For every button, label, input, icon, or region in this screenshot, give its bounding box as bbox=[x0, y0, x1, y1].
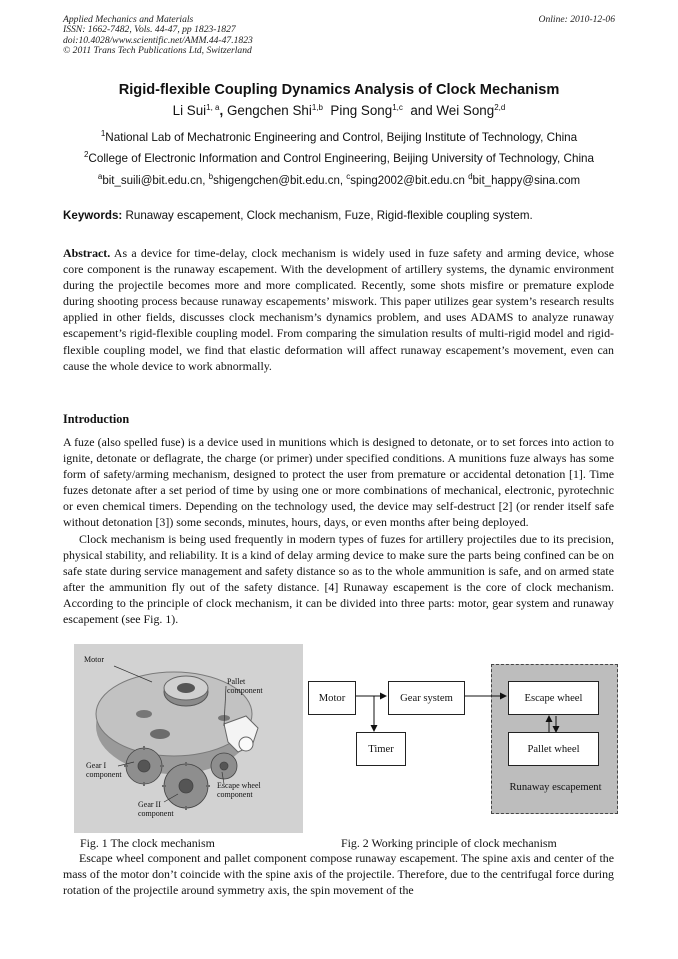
runaway-label: Runaway escapement bbox=[509, 782, 602, 793]
screw-hole bbox=[136, 710, 152, 718]
mechanism-illustration bbox=[74, 644, 303, 833]
affiliation-sup: 1 bbox=[100, 129, 106, 138]
timer-block: Timer bbox=[356, 732, 406, 766]
author-name: Gengchen Shi bbox=[226, 103, 312, 118]
figure2-caption: Fig. 2 Working principle of clock mechanism bbox=[341, 836, 557, 850]
journal-header bbox=[63, 15, 253, 57]
clock-mechanism-figure bbox=[74, 644, 303, 833]
paragraph: Clock mechanism is being used frequently in modern types of fuzes for artillery projectiles due to its precision, physical stability, and reliability. It is a kind of delay arming device to make sure the parts being confined can be on safe state during service management and safety distance so as to the whole ammunition is safe, and on armed state after the ammunition fly out of the safety distance. [4] Runaway escapement is the core of clock mechanism. According to the principle of clock mechanism, it can be divided into three parts: motor, gear system and runaway escapement (see Fig. 1). bbox=[63, 531, 614, 627]
email-link[interactable]: shigengchen@bit.edu.cn, bbox=[213, 175, 347, 187]
motor-block: Motor bbox=[308, 681, 356, 715]
author-name: Wei Song bbox=[436, 103, 495, 118]
paper-title: Rigid-flexible Coupling Dynamics Analysis of Clock Mechanism bbox=[118, 82, 560, 98]
copyright-line: © 2011 Trans Tech Publications Ltd, Switzerland bbox=[63, 45, 252, 57]
affiliation-text: College of Electronic Information and Control Engineering, Beijing University of Technology, China bbox=[88, 152, 595, 165]
gear-hub bbox=[138, 760, 150, 772]
working-principle-diagram bbox=[308, 664, 618, 814]
abstract-text: As a device for time-delay, clock mechanism is widely used in fuze safety and arming device, whose core component is the runaway escapement. With the development of artillery systems, the dynamic environment during the projectile becomes more and more complicated. Recently, some shots misfire or premature explode during shooting process because runaway escapements’ miswork. This paper utilizes gear system’s research results applied in other fields, discusses clock mechanism’s dynamics problem, and uses ADAMS to analyze runaway escapement’s rigid-flexible coupling model. From comparing the simulation results of multi-rigid model and rigid-flexible coupling model, we find that elastic deformation will affect runaway escapement’s movement, even can cause the whole device to work abnormally. bbox=[63, 246, 614, 373]
section-heading: Introduction bbox=[63, 412, 130, 426]
online-date: Online: 2010-12-06 bbox=[538, 14, 615, 25]
gear-hub bbox=[179, 779, 193, 793]
affiliation-2 bbox=[0, 152, 678, 165]
pallet-pivot bbox=[239, 737, 253, 751]
pallet-wheel-block: Pallet wheel bbox=[508, 732, 599, 766]
email-sup: b bbox=[208, 172, 214, 181]
label-motor: Motor bbox=[84, 655, 104, 664]
author-sup: 1, a bbox=[206, 103, 220, 112]
author-name: Ping Song bbox=[330, 103, 393, 118]
label-gear-two: Gear II component bbox=[138, 800, 174, 818]
label-escape: Escape wheel component bbox=[217, 781, 261, 799]
journal-name: Applied Mechanics and Materials bbox=[63, 14, 194, 25]
author-sup: 2,d bbox=[494, 103, 506, 112]
affiliation-1 bbox=[0, 131, 678, 144]
abstract bbox=[63, 245, 614, 374]
email-sup: a bbox=[97, 172, 103, 181]
author-list bbox=[0, 103, 678, 118]
author-name: Li Sui bbox=[172, 103, 207, 118]
email-list bbox=[0, 172, 678, 187]
gear-system-block: Gear system bbox=[388, 681, 465, 715]
screw-hole bbox=[150, 729, 170, 739]
closing-paragraph bbox=[63, 850, 614, 898]
keywords bbox=[63, 209, 533, 222]
affiliation-sup: 2 bbox=[83, 150, 89, 159]
introduction-body bbox=[63, 434, 614, 627]
email-sup: d bbox=[468, 172, 473, 181]
gear-hub bbox=[220, 762, 228, 770]
author-sep: , bbox=[219, 103, 227, 118]
label-pallet: Pallet component bbox=[227, 677, 263, 695]
keywords-text: Runaway escapement, Clock mechanism, Fuze, Rigid-flexible coupling system. bbox=[122, 209, 533, 222]
author-sup: 1,c bbox=[392, 103, 403, 112]
author-sep: and bbox=[402, 103, 437, 118]
keywords-label: Keywords: bbox=[63, 209, 123, 222]
paragraph: A fuze (also spelled fuse) is a device used in munitions which is designed to detonate, or to set forces into action to ignite, detonate or deflagrate, the charge (or primer) under specified conditions. A munitions fuze always has some form of safety/arming mechanism, designed to protect the user from premature or accidental detonation [1]. Time fuzes detonate after a set period of time by using one or more combinations of mechanical, electronic, pyrotechnic or even chemical timers. Depending on the technology used, the device may self-destruct [2] (or render itself safe without detonation [3]) some seconds, minutes, hours, days, or even months after being deployed. bbox=[63, 435, 614, 530]
email-link[interactable]: bit_happy@sina.com bbox=[472, 175, 581, 187]
motor-hole bbox=[177, 683, 195, 693]
doi-line: doi:10.4028/www.scientific.net/AMM.44-47.1823 bbox=[63, 34, 253, 46]
email-link[interactable]: bit_suili@bit.edu.cn, bbox=[102, 175, 209, 187]
author-sup: 1,b bbox=[311, 103, 323, 112]
issn-line: ISSN: 1662-7482, Vols. 44-47, pp 1823-1827 bbox=[63, 24, 236, 36]
escape-wheel-block: Escape wheel bbox=[508, 681, 599, 715]
figure1-caption: Fig. 1 The clock mechanism bbox=[80, 836, 215, 850]
paragraph: Escape wheel component and pallet component compose runaway escapement. The spine axis and center of the mass of the motor don’t coincide with the spine axis of the projectile. Therefore, due to the centrifugal force during rotation of the projectile around symmetry axis, the spin movement of the bbox=[63, 851, 614, 898]
affiliation-text: National Lab of Mechatronic Engineering and Control, Beijing Institute of Technology, China bbox=[105, 131, 578, 144]
abstract-label: Abstract. bbox=[63, 246, 111, 260]
label-gear-one: Gear I component bbox=[86, 761, 122, 779]
email-sup: c bbox=[346, 172, 351, 181]
email-link[interactable]: sping2002@bit.edu.cn bbox=[350, 175, 469, 187]
